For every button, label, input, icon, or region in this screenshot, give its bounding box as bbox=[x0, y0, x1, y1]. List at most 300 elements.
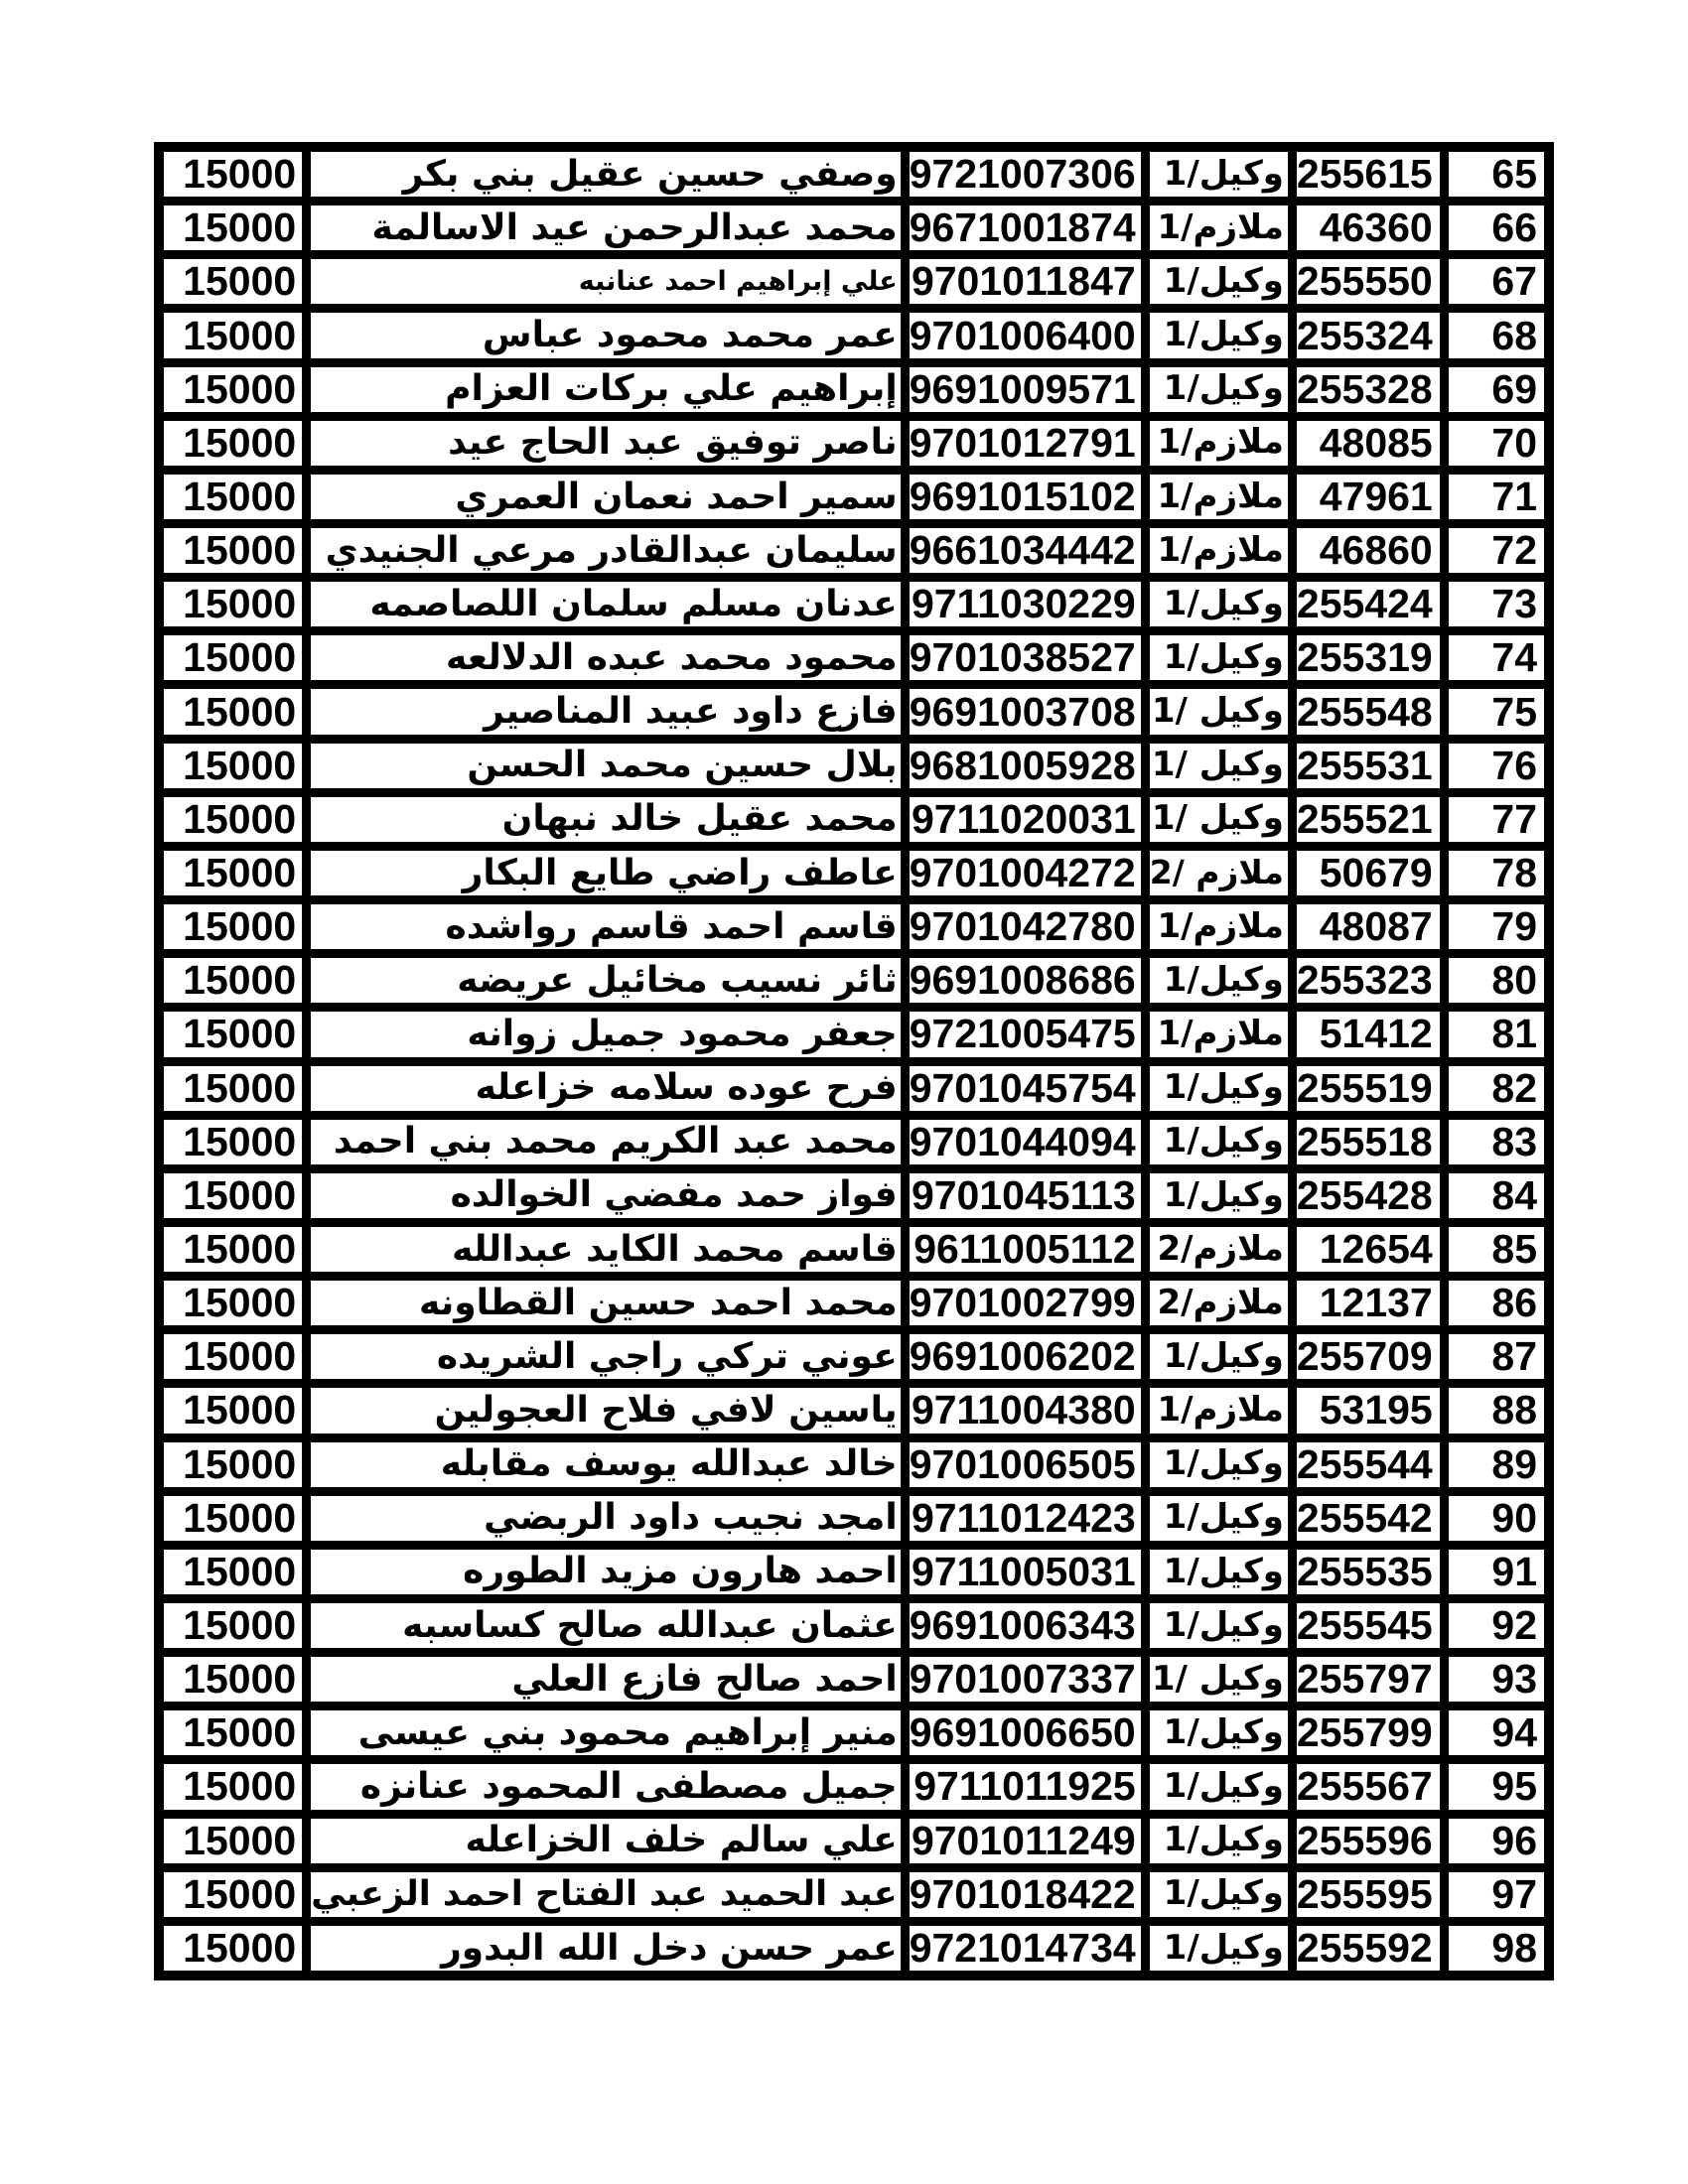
amount-cell bbox=[164, 313, 302, 357]
row-number-cell bbox=[1449, 1926, 1544, 1971]
amount-value: 15000 bbox=[183, 1440, 297, 1487]
name-cell bbox=[311, 689, 901, 734]
national-number-value: 9721005475 bbox=[909, 1011, 1136, 1057]
amount-cell bbox=[164, 1550, 302, 1594]
person-name: منير إبراهيم محمود بني عيسى bbox=[357, 1711, 898, 1753]
amount-value: 15000 bbox=[183, 151, 297, 198]
row-number-cell bbox=[1449, 1764, 1544, 1809]
badge-number-cell bbox=[1297, 689, 1440, 734]
national-number-cell bbox=[910, 1388, 1141, 1433]
amount-cell bbox=[164, 851, 302, 895]
national-number-value: 9691006202 bbox=[909, 1333, 1136, 1380]
name-cell bbox=[311, 205, 901, 250]
person-name: فرح عوده سلامه خزاعله bbox=[475, 1067, 898, 1109]
national-number-value: 9701042780 bbox=[909, 903, 1136, 950]
badge-number-value: 46860 bbox=[1319, 527, 1433, 574]
national-number-cell bbox=[910, 475, 1141, 519]
badge-number-cell bbox=[1297, 1120, 1440, 1164]
rank-cell bbox=[1150, 1764, 1288, 1809]
person-name: قاسم احمد قاسم رواشده bbox=[445, 905, 898, 947]
amount-value: 15000 bbox=[183, 1011, 297, 1057]
badge-number-cell bbox=[1297, 528, 1440, 573]
national-number-value: 9691009571 bbox=[909, 365, 1136, 412]
row-number-value: 94 bbox=[1491, 1709, 1537, 1756]
badge-number-cell bbox=[1297, 1012, 1440, 1056]
badge-number-value: 255324 bbox=[1296, 312, 1433, 358]
national-number-value: 9701006400 bbox=[909, 312, 1136, 358]
person-name: خالد عبدالله يوسف مقابله bbox=[440, 1443, 898, 1485]
rank-value: وكيل /1 bbox=[1151, 691, 1284, 732]
person-name: عثمان عبدالله صالح كساسبه bbox=[402, 1604, 898, 1646]
rank-cell bbox=[1150, 259, 1288, 304]
amount-cell bbox=[164, 1496, 302, 1541]
national-number-cell bbox=[910, 744, 1141, 788]
row-number-value: 67 bbox=[1491, 258, 1537, 305]
rank-value: وكيل/1 bbox=[1163, 1174, 1284, 1215]
badge-number-value: 255567 bbox=[1296, 1763, 1433, 1810]
name-cell bbox=[311, 259, 901, 304]
national-number-value: 9691006650 bbox=[909, 1709, 1136, 1756]
person-name: عوني تركي راجي الشريده bbox=[436, 1335, 898, 1377]
row-number-cell bbox=[1449, 797, 1544, 842]
national-number-value: 9701018422 bbox=[909, 1870, 1136, 1917]
row-number-cell bbox=[1449, 689, 1544, 734]
national-number-value: 9701007337 bbox=[909, 1656, 1136, 1703]
badge-number-cell bbox=[1297, 1926, 1440, 1971]
rank-cell bbox=[1150, 635, 1288, 680]
amount-value: 15000 bbox=[183, 1064, 297, 1111]
rank-cell bbox=[1150, 958, 1288, 1003]
rank-value: وكيل/1 bbox=[1163, 1927, 1284, 1968]
national-number-cell bbox=[910, 1819, 1141, 1863]
name-cell bbox=[311, 475, 901, 519]
amount-cell bbox=[164, 475, 302, 519]
rank-cell bbox=[1150, 851, 1288, 895]
rank-cell bbox=[1150, 1066, 1288, 1111]
person-name: محمود محمد عبده الدلالعه bbox=[446, 636, 898, 678]
badge-number-cell bbox=[1297, 1603, 1440, 1648]
rank-value: وكيل /1 bbox=[1151, 798, 1284, 839]
badge-number-value: 50679 bbox=[1319, 849, 1433, 895]
badge-number-cell bbox=[1297, 1442, 1440, 1487]
national-number-cell bbox=[910, 205, 1141, 250]
badge-number-cell bbox=[1297, 1872, 1440, 1917]
row-number-value: 98 bbox=[1491, 1924, 1537, 1971]
row-number-cell bbox=[1449, 1120, 1544, 1164]
row-number-cell bbox=[1449, 1603, 1544, 1648]
name-cell bbox=[311, 1603, 901, 1648]
amount-cell bbox=[164, 582, 302, 626]
badge-number-cell bbox=[1297, 1227, 1440, 1272]
row-number-value: 70 bbox=[1491, 419, 1537, 466]
amount-value: 15000 bbox=[183, 1226, 297, 1272]
badge-number-cell bbox=[1297, 851, 1440, 895]
rank-value: وكيل/1 bbox=[1163, 1604, 1284, 1645]
national-number-value: 9701002799 bbox=[909, 1280, 1136, 1326]
name-cell bbox=[311, 851, 901, 895]
person-name: علي إبراهيم احمد عنانبه bbox=[578, 265, 898, 297]
national-number-cell bbox=[910, 1496, 1141, 1541]
row-number-cell bbox=[1449, 1819, 1544, 1863]
name-cell bbox=[311, 528, 901, 573]
badge-number-value: 255615 bbox=[1296, 151, 1433, 198]
badge-number-cell bbox=[1297, 1710, 1440, 1755]
amount-cell bbox=[164, 1066, 302, 1111]
national-number-cell bbox=[910, 851, 1141, 895]
amount-value: 15000 bbox=[183, 1280, 297, 1326]
national-number-value: 9701011249 bbox=[911, 1817, 1136, 1863]
rank-cell bbox=[1150, 367, 1288, 412]
row-number-value: 87 bbox=[1491, 1333, 1537, 1380]
badge-number-cell bbox=[1297, 904, 1440, 949]
name-cell bbox=[311, 1496, 901, 1541]
rank-value: وكيل/1 bbox=[1163, 583, 1284, 623]
national-number-cell bbox=[910, 1710, 1141, 1755]
national-number-cell bbox=[910, 1227, 1141, 1272]
badge-number-value: 12137 bbox=[1319, 1280, 1433, 1326]
row-number-value: 81 bbox=[1491, 1011, 1537, 1057]
amount-value: 15000 bbox=[183, 795, 297, 842]
amount-cell bbox=[164, 259, 302, 304]
row-number-cell bbox=[1449, 851, 1544, 895]
rank-cell bbox=[1150, 152, 1288, 197]
badge-number-value: 255545 bbox=[1296, 1602, 1433, 1649]
amount-cell bbox=[164, 1281, 302, 1325]
national-number-cell bbox=[910, 904, 1141, 949]
national-number-value: 9691008686 bbox=[909, 957, 1136, 1004]
rank-cell bbox=[1150, 1012, 1288, 1056]
national-number-value: 9711004380 bbox=[911, 1387, 1136, 1433]
row-number-cell bbox=[1449, 1550, 1544, 1594]
amount-value: 15000 bbox=[183, 1494, 297, 1541]
rank-value: وكيل/1 bbox=[1163, 959, 1284, 1000]
national-number-cell bbox=[910, 689, 1141, 734]
name-cell bbox=[311, 1281, 901, 1325]
name-cell bbox=[311, 1657, 901, 1702]
name-cell bbox=[311, 367, 901, 412]
row-number-cell bbox=[1449, 1442, 1544, 1487]
amount-value: 15000 bbox=[183, 1870, 297, 1917]
name-cell bbox=[311, 421, 901, 466]
rank-value: وكيل/1 bbox=[1163, 315, 1284, 355]
rank-value: وكيل/1 bbox=[1163, 1067, 1284, 1108]
rank-cell bbox=[1150, 1442, 1288, 1487]
amount-cell bbox=[164, 1603, 302, 1648]
rank-value: وكيل/1 bbox=[1163, 261, 1284, 302]
rank-cell bbox=[1150, 313, 1288, 357]
row-number-value: 90 bbox=[1491, 1494, 1537, 1541]
rank-value: وكيل/1 bbox=[1163, 1766, 1284, 1807]
rank-value: ملازم/1 bbox=[1157, 1014, 1284, 1054]
row-number-value: 74 bbox=[1491, 634, 1537, 681]
row-number-cell bbox=[1449, 1066, 1544, 1111]
amount-value: 15000 bbox=[183, 258, 297, 305]
amount-value: 15000 bbox=[183, 1817, 297, 1863]
amount-value: 15000 bbox=[183, 634, 297, 681]
row-number-value: 97 bbox=[1491, 1870, 1537, 1917]
row-number-value: 79 bbox=[1491, 903, 1537, 950]
row-number-value: 82 bbox=[1491, 1064, 1537, 1111]
badge-number-cell bbox=[1297, 582, 1440, 626]
national-number-cell bbox=[910, 1764, 1141, 1809]
person-name: عاطف راضي طايع البكار bbox=[462, 852, 898, 893]
rank-value: وكيل/1 bbox=[1163, 153, 1284, 194]
badge-number-cell bbox=[1297, 1819, 1440, 1863]
amount-cell bbox=[164, 797, 302, 842]
badge-number-cell bbox=[1297, 797, 1440, 842]
badge-number-cell bbox=[1297, 1550, 1440, 1594]
name-cell bbox=[311, 1012, 901, 1056]
amount-value: 15000 bbox=[183, 1656, 297, 1703]
badge-number-cell bbox=[1297, 367, 1440, 412]
badge-number-value: 255709 bbox=[1296, 1333, 1433, 1380]
row-number-cell bbox=[1449, 528, 1544, 573]
row-number-value: 80 bbox=[1491, 957, 1537, 1004]
badge-number-value: 255548 bbox=[1296, 688, 1433, 735]
rank-cell bbox=[1150, 528, 1288, 573]
badge-number-value: 255535 bbox=[1296, 1548, 1433, 1594]
rank-value: ملازم/2 bbox=[1157, 1228, 1284, 1269]
national-number-value: 9701006505 bbox=[909, 1440, 1136, 1487]
row-number-value: 68 bbox=[1491, 312, 1537, 358]
badge-number-cell bbox=[1297, 635, 1440, 680]
badge-number-value: 255596 bbox=[1296, 1817, 1433, 1863]
name-cell bbox=[311, 1710, 901, 1755]
person-name: ثائر نسيب مخائيل عريضه bbox=[457, 959, 898, 1001]
national-number-value: 9691003708 bbox=[909, 688, 1136, 735]
rank-cell bbox=[1150, 1496, 1288, 1541]
rank-cell bbox=[1150, 1173, 1288, 1218]
national-number-value: 9661034442 bbox=[909, 527, 1136, 574]
row-number-value: 71 bbox=[1491, 473, 1537, 519]
badge-number-value: 255595 bbox=[1296, 1870, 1433, 1917]
row-number-cell bbox=[1449, 205, 1544, 250]
national-number-cell bbox=[910, 1603, 1141, 1648]
amount-cell bbox=[164, 958, 302, 1003]
row-number-value: 85 bbox=[1491, 1226, 1537, 1272]
national-number-value: 9681005928 bbox=[909, 742, 1136, 788]
national-number-value: 9701045113 bbox=[911, 1171, 1136, 1218]
badge-number-cell bbox=[1297, 313, 1440, 357]
national-number-cell bbox=[910, 1926, 1141, 1971]
badge-number-value: 255592 bbox=[1296, 1924, 1433, 1971]
badge-number-value: 255518 bbox=[1296, 1118, 1433, 1164]
badge-number-cell bbox=[1297, 475, 1440, 519]
amount-value: 15000 bbox=[183, 312, 297, 358]
national-number-cell bbox=[910, 1120, 1141, 1164]
national-number-cell bbox=[910, 1281, 1141, 1325]
rank-cell bbox=[1150, 1550, 1288, 1594]
rank-cell bbox=[1150, 582, 1288, 626]
rank-cell bbox=[1150, 904, 1288, 949]
row-number-cell bbox=[1449, 1388, 1544, 1433]
national-number-value: 9611005112 bbox=[914, 1226, 1136, 1272]
badge-number-value: 255799 bbox=[1296, 1709, 1433, 1756]
name-cell bbox=[311, 635, 901, 680]
row-number-cell bbox=[1449, 1710, 1544, 1755]
badge-number-value: 48087 bbox=[1319, 903, 1433, 950]
rank-value: وكيل/1 bbox=[1163, 1335, 1284, 1376]
amount-value: 15000 bbox=[183, 1333, 297, 1380]
row-number-value: 66 bbox=[1491, 205, 1537, 251]
badge-number-cell bbox=[1297, 1173, 1440, 1218]
rank-value: ملازم/1 bbox=[1157, 476, 1284, 516]
person-name: احمد هارون مزيد الطوره bbox=[463, 1551, 898, 1592]
amount-value: 15000 bbox=[183, 849, 297, 895]
name-cell bbox=[311, 744, 901, 788]
rank-value: وكيل /1 bbox=[1151, 745, 1284, 785]
badge-number-value: 48085 bbox=[1319, 419, 1433, 466]
person-name: ياسين لافي فلاح العجولين bbox=[434, 1390, 898, 1432]
national-number-value: 9721007306 bbox=[909, 151, 1136, 198]
amount-value: 15000 bbox=[183, 205, 297, 251]
rank-cell bbox=[1150, 475, 1288, 519]
amount-value: 15000 bbox=[183, 1548, 297, 1594]
amount-cell bbox=[164, 1819, 302, 1863]
row-number-value: 88 bbox=[1491, 1387, 1537, 1433]
national-number-value: 9711030229 bbox=[911, 581, 1136, 627]
badge-number-value: 255319 bbox=[1296, 634, 1433, 681]
amount-value: 15000 bbox=[183, 1924, 297, 1971]
row-number-value: 73 bbox=[1491, 581, 1537, 627]
rank-value: ملازم/1 bbox=[1157, 206, 1284, 247]
rank-cell bbox=[1150, 1603, 1288, 1648]
national-number-cell bbox=[910, 797, 1141, 842]
badge-number-cell bbox=[1297, 1334, 1440, 1379]
person-name: سمير احمد نعمان العمري bbox=[455, 476, 898, 517]
national-number-cell bbox=[910, 958, 1141, 1003]
row-number-cell bbox=[1449, 1281, 1544, 1325]
rank-value: ملازم/1 bbox=[1157, 905, 1284, 946]
badge-number-value: 255531 bbox=[1296, 742, 1433, 788]
row-number-value: 78 bbox=[1491, 849, 1537, 895]
badge-number-cell bbox=[1297, 259, 1440, 304]
badge-number-cell bbox=[1297, 1281, 1440, 1325]
rank-value: ملازم /2 bbox=[1149, 853, 1284, 892]
rank-value: ملازم/2 bbox=[1157, 1282, 1284, 1322]
row-number-value: 77 bbox=[1491, 795, 1537, 842]
row-number-value: 72 bbox=[1491, 527, 1537, 574]
amount-value: 15000 bbox=[183, 742, 297, 788]
national-number-value: 9701038527 bbox=[909, 634, 1136, 681]
national-number-value: 9711005031 bbox=[911, 1548, 1136, 1594]
row-number-value: 91 bbox=[1491, 1548, 1537, 1594]
national-number-cell bbox=[910, 1334, 1141, 1379]
name-cell bbox=[311, 1120, 901, 1164]
name-cell bbox=[311, 1926, 901, 1971]
rank-cell bbox=[1150, 1281, 1288, 1325]
name-cell bbox=[311, 904, 901, 949]
person-name: بلال حسين محمد الحسن bbox=[467, 745, 898, 786]
rank-cell bbox=[1150, 1227, 1288, 1272]
amount-value: 15000 bbox=[183, 365, 297, 412]
amount-value: 15000 bbox=[183, 903, 297, 950]
amount-value: 15000 bbox=[183, 473, 297, 519]
row-number-value: 75 bbox=[1491, 688, 1537, 735]
row-number-cell bbox=[1449, 1334, 1544, 1379]
rank-value: وكيل/1 bbox=[1163, 1873, 1284, 1914]
rank-cell bbox=[1150, 1388, 1288, 1433]
national-number-value: 9701045754 bbox=[909, 1064, 1136, 1111]
person-name: عمر حسن دخل الله البدور bbox=[441, 1927, 898, 1969]
badge-number-value: 47961 bbox=[1319, 473, 1433, 519]
badge-number-cell bbox=[1297, 1657, 1440, 1702]
badge-number-value: 255328 bbox=[1296, 365, 1433, 412]
national-number-cell bbox=[910, 582, 1141, 626]
national-number-cell bbox=[910, 1066, 1141, 1111]
national-number-cell bbox=[910, 1872, 1141, 1917]
amount-value: 15000 bbox=[183, 527, 297, 574]
row-number-cell bbox=[1449, 1173, 1544, 1218]
name-cell bbox=[311, 797, 901, 842]
row-number-cell bbox=[1449, 904, 1544, 949]
row-number-value: 92 bbox=[1491, 1602, 1537, 1649]
name-cell bbox=[311, 958, 901, 1003]
national-number-cell bbox=[910, 1012, 1141, 1056]
person-name: عدنان مسلم سلمان اللصاصمه bbox=[369, 583, 898, 624]
row-number-cell bbox=[1449, 958, 1544, 1003]
national-number-value: 9711011925 bbox=[914, 1763, 1136, 1810]
row-number-value: 76 bbox=[1491, 742, 1537, 788]
person-name: إبراهيم علي بركات العزام bbox=[445, 368, 898, 410]
person-name: محمد عقيل خالد نبهان bbox=[501, 798, 898, 840]
row-number-value: 86 bbox=[1491, 1280, 1537, 1326]
row-number-value: 69 bbox=[1491, 365, 1537, 412]
person-name: فازع داود عبيد المناصير bbox=[484, 691, 898, 733]
badge-number-cell bbox=[1297, 958, 1440, 1003]
badge-number-value: 46360 bbox=[1319, 205, 1433, 251]
rank-cell bbox=[1150, 421, 1288, 466]
amount-value: 15000 bbox=[183, 1709, 297, 1756]
rank-value: وكيل/1 bbox=[1163, 637, 1284, 678]
row-number-cell bbox=[1449, 475, 1544, 519]
national-number-cell bbox=[910, 1173, 1141, 1218]
badge-number-value: 255521 bbox=[1296, 795, 1433, 842]
amount-cell bbox=[164, 1442, 302, 1487]
name-cell bbox=[311, 1872, 901, 1917]
name-cell bbox=[311, 1227, 901, 1272]
rank-cell bbox=[1150, 744, 1288, 788]
name-cell bbox=[311, 1334, 901, 1379]
rank-value: وكيل/1 bbox=[1163, 1711, 1284, 1752]
amount-cell bbox=[164, 689, 302, 734]
row-number-value: 89 bbox=[1491, 1440, 1537, 1487]
rank-cell bbox=[1150, 205, 1288, 250]
person-name: ناصر توفيق عبد الحاج عيد bbox=[448, 422, 898, 464]
rank-cell bbox=[1150, 1819, 1288, 1863]
amount-value: 15000 bbox=[183, 957, 297, 1004]
badge-number-cell bbox=[1297, 1764, 1440, 1809]
amount-cell bbox=[164, 1227, 302, 1272]
amount-value: 15000 bbox=[183, 1118, 297, 1164]
badge-number-cell bbox=[1297, 1496, 1440, 1541]
row-number-cell bbox=[1449, 367, 1544, 412]
badge-number-cell bbox=[1297, 1388, 1440, 1433]
badge-number-value: 51412 bbox=[1319, 1011, 1433, 1057]
name-cell bbox=[311, 1550, 901, 1594]
amount-cell bbox=[164, 1764, 302, 1809]
national-number-value: 9671001874 bbox=[909, 205, 1136, 251]
row-number-cell bbox=[1449, 1496, 1544, 1541]
row-number-cell bbox=[1449, 152, 1544, 197]
person-name: سليمان عبدالقادر مرعي الجنيدي bbox=[325, 529, 898, 571]
name-cell bbox=[311, 1442, 901, 1487]
rank-cell bbox=[1150, 1657, 1288, 1702]
person-name: جميل مصطفى المحمود عنانزه bbox=[359, 1766, 898, 1808]
row-number-cell bbox=[1449, 744, 1544, 788]
name-cell bbox=[311, 582, 901, 626]
row-number-cell bbox=[1449, 1227, 1544, 1272]
